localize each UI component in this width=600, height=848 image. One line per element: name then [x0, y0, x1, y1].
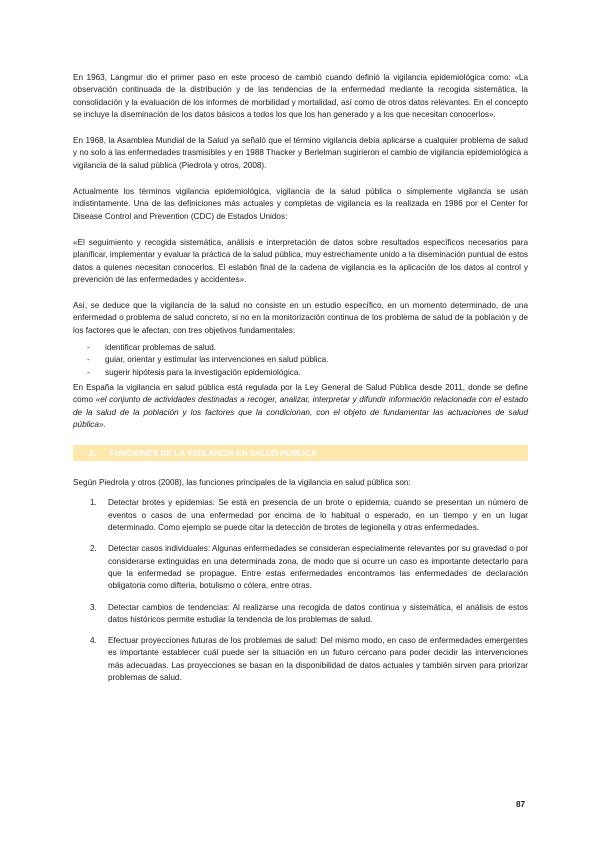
- list-item: [73, 635, 528, 684]
- list-item: - guiar, orientar y estimular las intervenciones en salud pública.: [73, 354, 528, 366]
- list-text: Detectar cambios de tendencias: Al realizarse una recogida de datos continua y sistemática, el análisis de estos datos históricos permite estudiar la tendencia de los problemas de salud.: [108, 602, 528, 624]
- page-number: 87: [516, 800, 526, 809]
- list-number: 1.: [90, 498, 97, 508]
- list-number: 2.: [90, 544, 97, 554]
- section-heading: [73, 445, 528, 461]
- paragraph-cdc-quote: «El seguimiento y recogida sistemática, análisis e interpretación de datos sobre resultados específicos necesarios para planificar, implementar y evaluar la práctica de la salud pública, muy estrechamente unido a la diseminación puntual de estos datos a quienes necesitan conocerlos. El eslabón final de la cadena de vigilancia es la aplicación de los datos al control y prevención de las enfermedades y accidentes».: [73, 237, 528, 284]
- paragraph-actualmente: Actualmente los términos vigilancia epidemiológica, vigilancia de la salud pública o simplemente vigilancia se usan indistintamente. Una de las definiciones más actuales y completas de vigilancia es la realizada en 1986 por el Center for Disease Control and Prevention (CDC) de Estados Unidos:: [73, 187, 528, 221]
- list-text: Efectuar proyecciones futuras de los problemas de salud: Del mismo modo, en caso de enfermedades emergentes es importante establecer cuál puede ser la situación en un futuro cercano para poder decidir las intervenciones más adecuadas. Las proyecciones se basan en la disponibilidad de datos actuales y también sirven para priorizar problemas de salud.: [108, 636, 528, 682]
- paragraph-espana-text: En España la vigilancia en salud pública está regulada por la Ley General de Salud Pública desde 2011, donde se define como: [73, 382, 528, 405]
- list-item: [73, 497, 528, 534]
- functions-list: [73, 497, 528, 684]
- list-item: [73, 543, 528, 592]
- objectives-list: [73, 342, 528, 379]
- list-item: - sugerir hipótesis para la investigación epidemiológica.: [73, 367, 528, 379]
- section-title: FUNCIONES DE LA VIGILANCIA EN SALUD PÚBLICA: [109, 448, 317, 458]
- paragraph-espana-definition: «el conjunto de actividades destinadas a recoger, analizar, interpretar y difundir información relacionada con el estado de la salud de la población y los factores que la condicionan, con el objeto de fundamentar las actuaciones de salud pública».: [73, 395, 528, 429]
- paragraph-espana: [73, 382, 528, 431]
- list-item: - identificar problemas de salud.: [73, 342, 528, 354]
- paragraph-langmur: En 1963, Langmur dio el primer paso en este proceso de cambió cuando definió la vigilancia epidemiológica como: «La observación continuada de la distribución y de las tendencias de la enfermedad mediante la recogida sistemática, la consolidación y la evaluación de los informes de morbilidad y mortalidad, así como de otros datos relevantes. En el concepto se incluye la diseminación de los datos básicos a todos los que los han generado y a los que necesitan conocerlos».: [73, 73, 528, 119]
- paragraph-piedrola: Según Piedrola y otros (2008), las funciones principales de la vigilancia en salud pública son:: [73, 478, 411, 488]
- list-item: [73, 602, 528, 627]
- section-number: 2.: [89, 448, 96, 458]
- document-page: [73, 72, 528, 693]
- list-number: 3.: [90, 602, 97, 612]
- list-text: Detectar brotes y epidemias: Se está en presencia de un brote o epidemia, cuando se presentan un número de eventos o casos de una enfermedad por encima de lo habitual o esperado, en un tiempo y en un lugar determinado. Como ejemplo se puede citar la detección de brotes de legionella y otras enfermedades.: [108, 498, 528, 533]
- list-number: 4.: [90, 636, 97, 646]
- paragraph-asamblea: En 1968, la Asamblea Mundial de la Salud ya señaló que el término vigilancia debía aplicarse a cualquier problema de salud y no solo a las enfermedades trasmisibles y en 1988 Thacker y Berlelman sugirieron el cambio de vigilancia epidemiológica a vigilancia de la salud pública (Piedrola y otros, 2008).: [73, 136, 528, 170]
- paragraph-asi: Así, se deduce que la vigilancia de la salud no consiste en un estudio específico, en un momento determinado, de una enfermedad o problema de salud concreto, si no en la monitorización continua de los problema de salud de la población y de los factores que le afectan, con tres objetivos fundamentales:: [73, 301, 528, 335]
- list-text: Detectar casos individuales: Algunas enfermedades se consideran especialmente relevantes por su gravedad o por considerarse extinguidas en una determinada zona, de modo que si ocurre un caso es importante detectarlo para que la enfermedad se propague. Entre estas enfermedades encontramos las enfermedades de declaración obligatoria como difteria, botulismo o cólera, entre otras.: [108, 544, 528, 591]
